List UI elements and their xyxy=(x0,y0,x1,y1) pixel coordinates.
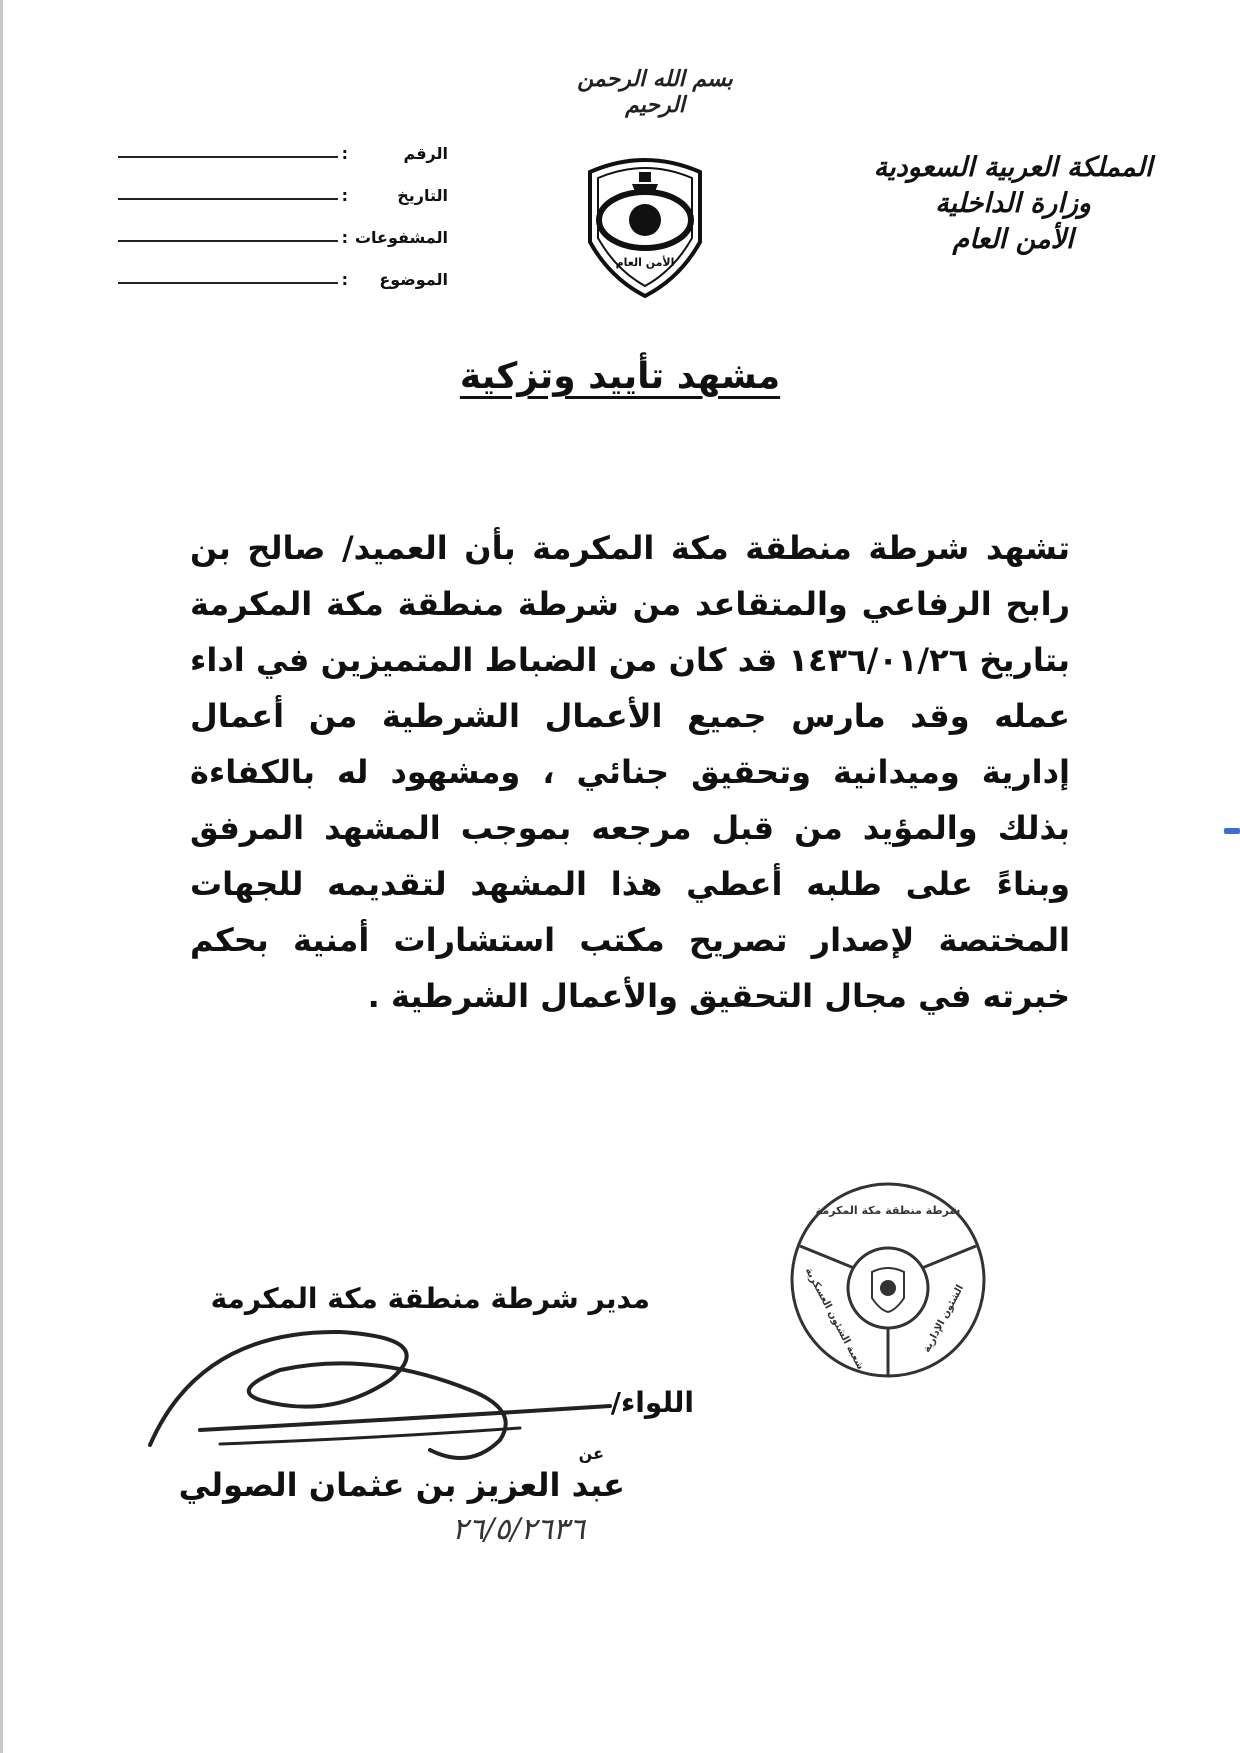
handwritten-date: ٢٦/٥/٢٦٣٦ xyxy=(451,1512,585,1547)
kingdom-line: المملكة العربية السعودية xyxy=(873,152,1153,183)
field-number: الرقم : xyxy=(118,132,448,174)
field-date: التاريخ : xyxy=(118,174,448,216)
signatory-name: عبد العزيز بن عثمان الصولي xyxy=(178,1466,625,1504)
field-number-label: الرقم xyxy=(403,143,448,163)
signatory-title: مدير شرطة منطقة مكة المكرمة xyxy=(210,1282,650,1315)
basmala: بسم الله الرحمن الرحيم xyxy=(577,66,733,118)
ministry-line: وزارة الداخلية xyxy=(935,188,1091,219)
field-date-label: التاريخ xyxy=(397,185,448,205)
field-subject-line xyxy=(118,282,338,284)
scan-mark xyxy=(1224,828,1240,834)
stamp-left-text: شعبة الشئون العسكرية xyxy=(802,1266,866,1372)
field-subject: الموضوع : xyxy=(118,258,448,300)
scan-edge xyxy=(0,0,3,1753)
ministry-header xyxy=(848,150,1178,258)
stamp-top-text: شرطة منطقة مكة المكرمة xyxy=(815,1204,961,1217)
signatory-rank: اللواء/ xyxy=(610,1386,694,1419)
on-behalf-mark: عن xyxy=(578,1444,604,1463)
official-stamp xyxy=(788,1180,988,1380)
department-line: الأمن العام xyxy=(952,224,1074,255)
handwritten-signature xyxy=(140,1320,700,1480)
certificate-body: تشهد شرطة منطقة مكة المكرمة بأن العميد/ صالح بن رابح الرفاعي والمتقاعد من شرطة منطقة مكة المكرمة بتاريخ ١٤٣٦/٠١/٢٦ قد كان من الضباط المتميزين في اداء عمله وقد مارس جميع الأعمال الشرطية من أعمال إدارية وميدانية وتحقيق جنائي ، ومشهود له بالكفاءة بذلك والمؤيد من قبل مرجعه بموجب المشهد المرفق وبناءً على طلبه أعطي هذا المشهد لتقديمه للجهات المختصة لإصدار تصريح مكتب استشارات أمنية بحكم خبرته في مجال التحقيق والأعمال الشرطية . xyxy=(190,529,1071,1015)
field-subject-label: الموضوع xyxy=(379,269,448,289)
field-number-line xyxy=(118,156,338,158)
field-attachments: المشفوعات : xyxy=(118,216,448,258)
public-security-emblem xyxy=(584,150,706,300)
field-attachments-line xyxy=(118,240,338,242)
field-date-line xyxy=(118,198,338,200)
field-attachments-label: المشفوعات xyxy=(354,227,448,247)
reference-fields xyxy=(118,132,448,300)
stamp-right-text: الشئون الإدارية xyxy=(921,1283,967,1355)
emblem-caption: الأمن العام xyxy=(615,256,675,269)
document-title: مشهد تأييد وتزكية xyxy=(459,356,781,397)
